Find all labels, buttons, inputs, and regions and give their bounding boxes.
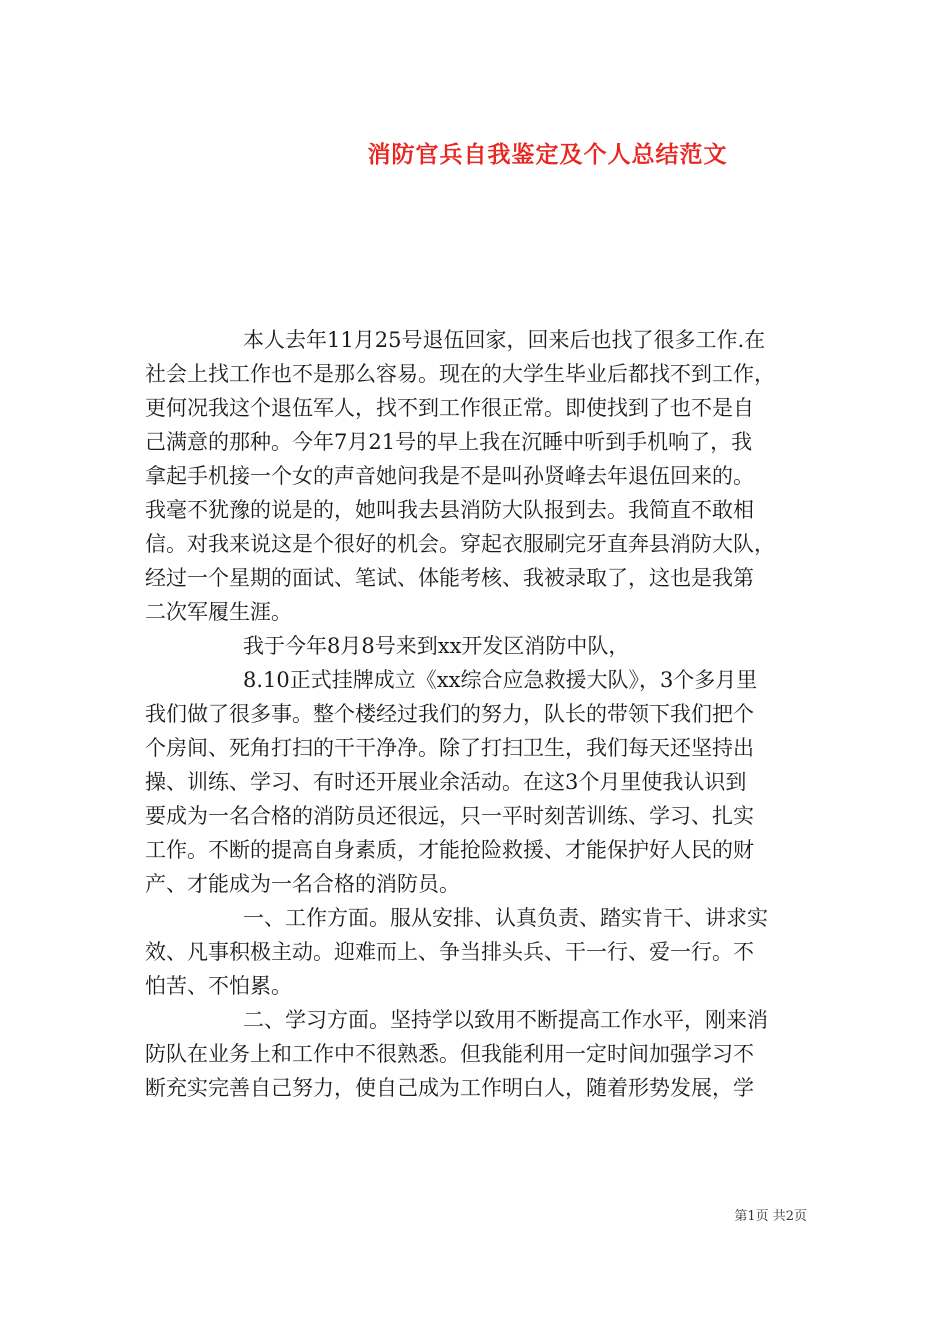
paragraph-line: 经过一个星期的面试、笔试、体能考核、我被录取了，这也是我第 [145, 566, 754, 590]
paragraph-line: 一、工作方面。服从安排、认真负责、踏实肯干、讲求实 [243, 906, 768, 930]
paragraph-line: 拿起手机接一个女的声音她问我是不是叫孙贤峰去年退伍回来的。 [145, 464, 754, 488]
paragraph-line: 我们做了很多事。整个楼经过我们的努力，队长的带领下我们把个 [145, 702, 754, 726]
paragraph-line: 我毫不犹豫的说是的，她叫我去县消防大队报到去。我简直不敢相 [145, 498, 754, 522]
paragraph-line: 工作。不断的提高自身素质，才能抢险救援、才能保护好人民的财 [145, 838, 754, 862]
paragraph-line: 更何况我这个退伍军人，找不到工作很正常。即使找到了也不是自 [145, 396, 754, 420]
paragraph-line: 己满意的那种。今年7月21号的早上我在沉睡中听到手机响了，我 [145, 430, 753, 454]
paragraph-line: 产、才能成为一名合格的消防员。 [145, 872, 460, 896]
document-title: 消防官兵自我鉴定及个人总结范文 [367, 141, 728, 168]
paragraph-line: 8.10正式挂牌成立《xx综合应急救援大队》，3个多月里 [243, 668, 758, 692]
paragraph-line: 个房间、死角打扫的干干净净。除了打扫卫生，我们每天还坚持出 [145, 736, 754, 760]
paragraph-line: 二、学习方面。坚持学以致用不断提高工作水平，刚来消 [243, 1008, 768, 1032]
paragraph-line: 效、凡事积极主动。迎难而上、争当排头兵、干一行、爱一行。不 [145, 940, 754, 964]
page-footer: 第1页 共2页 [734, 1209, 807, 1224]
paragraph-line: 怕苦、不怕累。 [145, 974, 292, 998]
paragraph-line: 二次军履生涯。 [145, 600, 292, 624]
paragraph-line: 防队在业务上和工作中不很熟悉。但我能利用一定时间加强学习不 [145, 1042, 754, 1066]
paragraph-line: 本人去年11月25号退伍回家，回来后也找了很多工作.在 [243, 328, 766, 352]
paragraph-line: 信。对我来说这是个很好的机会。穿起衣服刷完牙直奔县消防大队， [145, 532, 775, 556]
paragraph-line: 断充实完善自己努力，使自己成为工作明白人，随着形势发展，学 [145, 1076, 754, 1100]
paragraph-line: 社会上找工作也不是那么容易。现在的大学生毕业后都找不到工作， [145, 362, 775, 386]
paragraph-line: 要成为一名合格的消防员还很远，只一平时刻苦训练、学习、扎实 [145, 804, 754, 828]
paragraph-line: 操、训练、学习、有时还开展业余活动。在这3个月里使我认识到 [145, 770, 747, 794]
paragraph-line: 我于今年8月8号来到xx开发区消防中队， [243, 634, 630, 658]
